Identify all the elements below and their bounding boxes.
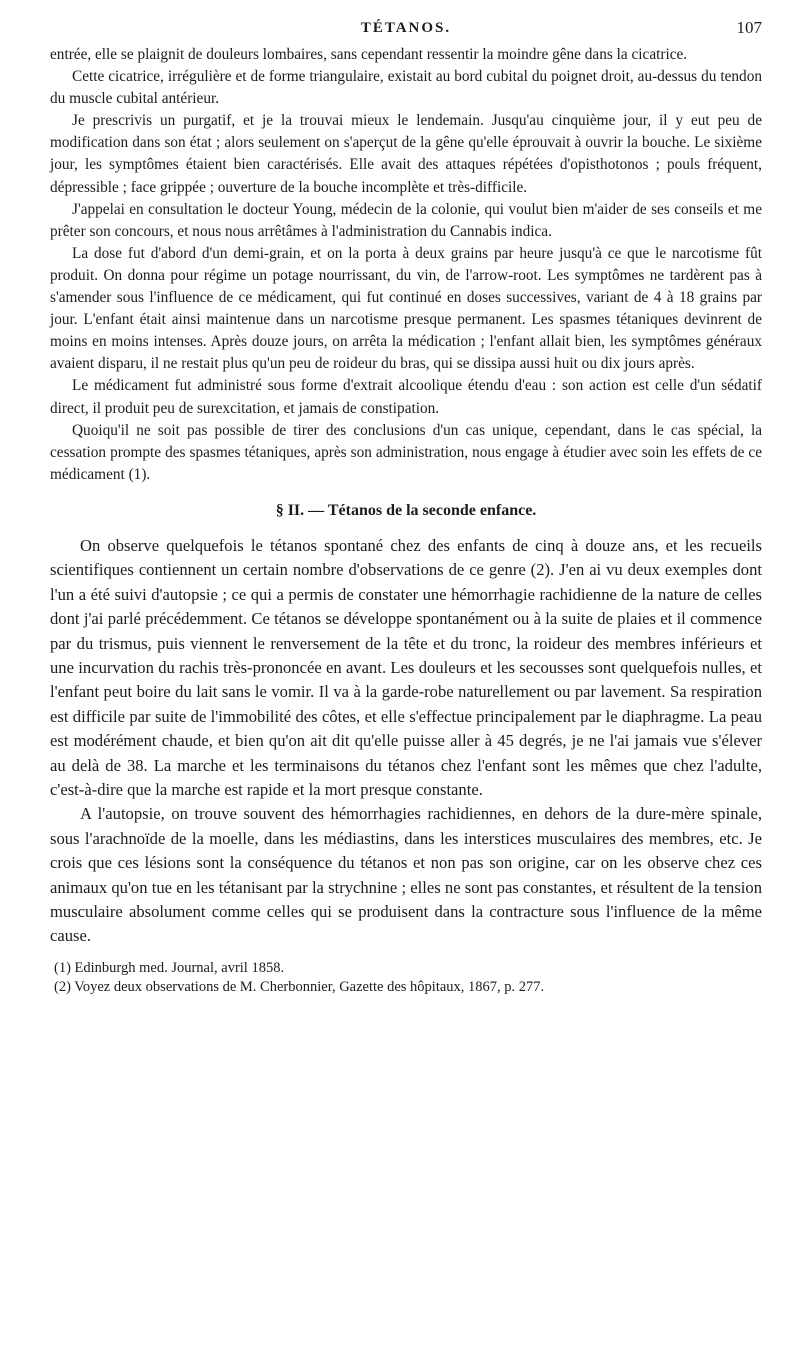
page-number: 107 <box>736 18 762 37</box>
footnote: (2) Voyez deux observations de M. Cherbonnier, Gazette des hôpitaux, 1867, p. 277. <box>54 979 545 996</box>
paragraph: Je prescrivis un purgatif, et je la trouvai mieux le lendemain. Jusqu'au cinquième jour, il y eut peu de modification dans son état ; alors seulement on s'aperçut de la gêne qu'elle éprouvait à ouvrir la bouche. Le sixième jour, les symptômes étaient bien caractérisés. Elle avait des attaques répétées d'opisthotonos ; pouls fréquent, dépressible ; face grippée ; ouverture de la bouche incomplète et très-difficile. <box>50 112 762 196</box>
paragraph: Quoiqu'il ne soit pas possible de tirer des conclusions d'un cas unique, cependant, dans le cas spécial, la cessation prompte des spasmes tétaniques, après son administration, nous engage à étudier avec soin les effets de ce médicament (1). <box>50 421 762 483</box>
footnote: (1) Edinburgh med. Journal, avril 1858. <box>54 959 285 976</box>
paragraph: La dose fut d'abord d'un demi-grain, et on la porta à deux grains par heure jusqu'à ce que le narcotisme fût produit. On donna pour régime un potage nourrissant, du vin, de l'arrow-root. Les symptômes ne tardèrent pas à s'amender sous l'influence de ce médicament, qui fut continué en doses successives, variant de 4 à 18 grains par jour. L'enfant était ainsi maintenue dans un narcotisme presque permanent. Les spasmes tétaniques devinrent de moins en moins intenses. Après douze jours, on arrêta la médication ; l'enfant allait bien, les symptômes généraux avaient disparu, il ne restait plus qu'un peu de roideur du bras, qui se dissipa aussi huit ou dix jours après. <box>50 244 762 373</box>
paragraph: A l'autopsie, on trouve souvent des hémorrhagies rachidiennes, en dehors de la dure-mère spinale, sous l'arachnoïde de la moelle, dans les médiastins, dans les interstices musculaires des membres, etc. Je crois que ces lésions sont la conséquence du tétanos et non pas son origine, car on les observe chez ces animaux qu'on tue en les tétanisant par la strychnine ; elles ne sont pas constantes, et résultent de la tension musculaire absolument comme celles qui se produisent dans la contracture sous l'influence de la même cause. <box>50 804 762 946</box>
running-title: TÉTANOS. <box>360 20 452 36</box>
section-body <box>50 534 762 949</box>
page-header <box>50 18 762 44</box>
paragraph: entrée, elle se plaignit de douleurs lombaires, sans cependant ressentir la moindre gêne dans la cicatrice. <box>50 46 688 63</box>
section-title: § II. — Tétanos de la seconde enfance. <box>275 501 537 519</box>
book-page <box>50 18 762 998</box>
paragraph: Cette cicatrice, irrégulière et de forme triangulaire, existait au bord cubital du poignet droit, au-dessus du tendon du muscle cubital antérieur. <box>50 68 762 108</box>
footnotes <box>50 959 762 998</box>
paragraph: J'appelai en consultation le docteur Young, médecin de la colonie, qui voulut bien m'aider de ses conseils et me prêter son concours, et nous nous arrêtâmes à l'administration du Cannabis indica. <box>50 200 762 240</box>
paragraph: On observe quelquefois le tétanos spontané chez des enfants de cinq à douze ans, et les recueils scientifiques contiennent un certain nombre d'observations de ce genre (2). J'en ai vu deux exemples dont l'un a été suivi d'autopsie ; ce qui a permis de constater une hémorrhagie rachidienne de la nature de celles dont j'ai parlé précédemment. Ce tétanos se développe spontanément ou à la suite de plaies et il commence par du trismus, puis viennent le renversement de la tête et du tronc, la roideur des membres inférieurs et une incurvation du rachis très-prononcée en avant. Les douleurs et les secousses sont quelquefois nulles, et l'enfant peut boire du lait sans le vomir. Il va à la garde-robe naturellement ou par lavement. Sa respiration est difficile par suite de l'immobilité des côtes, et elle s'effectue principalement par le diaphragme. La peau est modérément chaude, et bien qu'on ait dit qu'elle puisse aller à 45 degrés, je ne l'ai jamais vue s'élever au delà de 38. La marche et les terminaisons du tétanos chez l'enfant sont les mêmes que chez l'adulte, c'est-à-dire que la marche est rapide et la mort presque constante. <box>50 535 762 799</box>
paragraph: Le médicament fut administré sous forme d'extrait alcoolique étendu d'eau : son action est celle d'un sédatif direct, il produit peu de surexcitation, et jamais de constipation. <box>50 377 762 417</box>
case-observation-text <box>50 44 762 486</box>
